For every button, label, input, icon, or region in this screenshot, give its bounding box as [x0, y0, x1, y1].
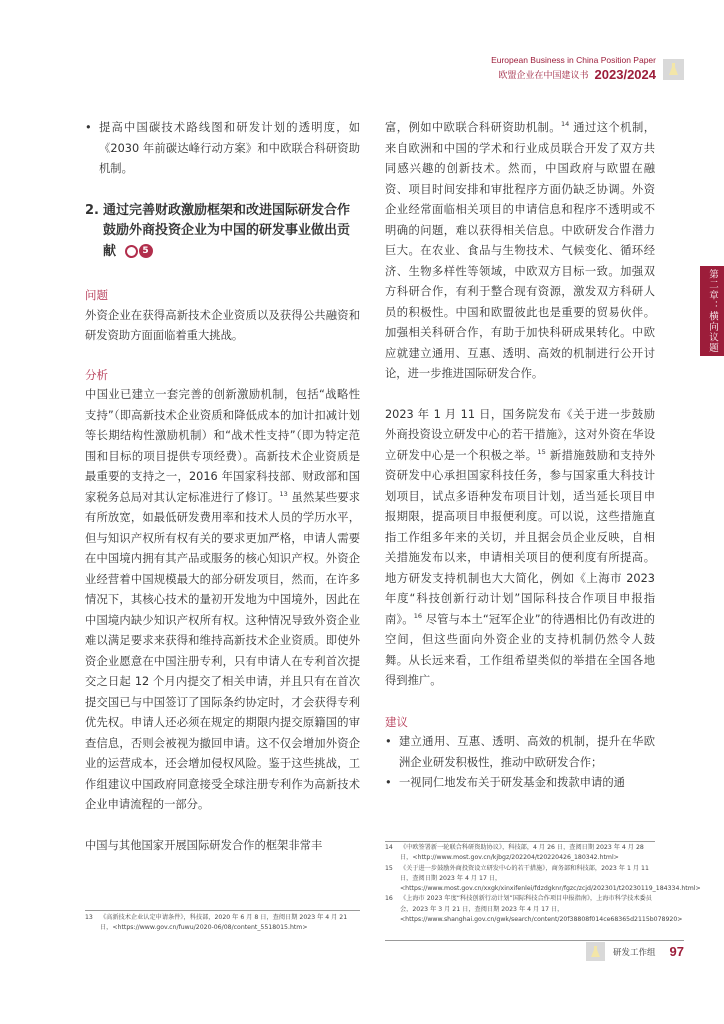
analysis-text-b: 虽然某些要求有所放宽，如最低研发费用率和技术人员的学历水平，但与知识产权所有权有关的要求更加严格，申请人需要在中国境内拥有其产品或服务的核心知识产权。外资企业经营着中国规模最大的部分研发项目，然而，在许多情况下，其核心技术的量初开发地为中国境外，因此在中国境内缺少知识产权所有权。这种情况导致外资企业难以满足要求来获得和维持高新技术企业资质。即使外资企业愿意在中国注册专利，只有申请人在专利首次提交之日起 12 个月内提交了相关申请，并且只有在首次提交国已与中国签订了国际条约协定时，才会获得专利优先权。申请人还必须在规定的期限内提交原籍国的审查信息，否则会被视为撤回申请。这不仅会增加外资企业的运营成本，还会增加侵权风险。鉴于这些挑战，工作组建议中国政府同意接受全球注册专利作为高新技术企业申请流程的一部分。 [85, 490, 360, 811]
header-title-row [491, 67, 656, 82]
recommendation-heading [85, 201, 360, 263]
analysis-paragraph [85, 385, 360, 816]
bullet-item: • 提高中国碳技术路线图和研发计划的透明度，如《2030 年前碳达峰行动方案》和中欧联合科研资助机制。 [85, 118, 360, 180]
right-column [385, 118, 655, 794]
right-paragraph-2 [385, 405, 655, 692]
footnote-ref: 14 [561, 120, 570, 129]
heading-text: 通过完善财政激励框架和改进国际研发合作鼓励外商投资企业为中国的研发事业做出贡献 [103, 202, 351, 259]
right-text-c: 2023 年 1 月 11 日，国务院发布《关于进一步鼓励外商投资设立研发中心的若干措施》，这对外资在华设立研发中心是一个积极之举。 [385, 407, 655, 462]
footnote-number: 15 [385, 864, 393, 872]
page-header [491, 55, 656, 82]
flask-icon [663, 59, 684, 80]
flask-icon [586, 942, 605, 961]
footnote-text: 《高新技术企业认定申请条件》，科技部，2020 年 6 月 8 日，查阅日期 2023 年 4 月 21 日，<https://www.gov.cn/fuwu/2020-06/08/content_5518015.htm> [100, 914, 348, 932]
recommendation-item: • 一视同仁地发布关于研发基金和拨款申请的通 [385, 773, 655, 794]
right-text-a: 富，例如中欧联合科研资助机制。 [385, 121, 561, 134]
analysis-title: 分析 [85, 367, 108, 382]
analysis-paragraph-2: 中国与其他国家开展国际研发合作的框架非常丰 [85, 838, 323, 852]
footnote-number: 13 [85, 914, 93, 921]
right-paragraph-1 [385, 118, 655, 385]
right-text-e: 尽管与本土“冠军企业”的待遇相比仍有改进的空间，但这些面向外资企业的支持机制仍然令人鼓舞。从长远来看，工作组希望类似的举措在全国各地得到推广。 [385, 612, 655, 687]
footnote-number: 14 [385, 844, 393, 851]
priority-badge-number: 5 [139, 244, 153, 258]
analysis-text-a: 中国业已建立一套完善的创新激励机制，包括“战略性支持”（即高新技术企业资质和降低成本的加计扣减计划等长期结构性激励机制）和“战术性支持”（即为特定范围和目标的项目提供专项经费）。高新技术企业资质是最重要的支持之一，2016 年国家科技部、财政部和国家税务总局对其认定标准进行了修订。 [85, 388, 360, 504]
header-year: 2023/2024 [594, 67, 656, 82]
footnote-item [385, 843, 655, 864]
right-text-b: 通过这个机制，来自欧洲和中国的学术和行业成员联合开发了双方共同感兴趣的创新技术。然而，中国政府与欧盟在融资、项目时间安排和审批程序方面仍缺乏协调。外资企业经常面临相关项目的申请信息和程序不透明或不明确的问题，难以获得相关信息。中欧研发合作潜力巨大。在农业、食品与生物技术、气候变化、循环经济、生物多样性等领域，中欧双方目标一致。加强双方科研合作，有利于整合现有资源，激发双方科研人员的积极性。中国和欧盟彼此也是重要的贸易伙伴。加强相关科研合作，有助于加快科研成果转化。中欧应就建立通用、互惠、透明、高效的机制进行公开讨论，进一步推进国际研发合作。 [385, 121, 655, 380]
left-column [85, 118, 360, 856]
footnote-ref: 16 [413, 611, 422, 620]
chapter-side-tab-label: 第二章：横向议题 [707, 269, 718, 353]
footnote-divider [385, 841, 655, 842]
footnotes-right [385, 843, 701, 925]
right-text-d: 新措施鼓励和支持外资研发中心承担国家科技任务，参与国家重大科技计划项目，试点多语种发布项目计划，适当延长项目申报期限，提高项目申报便利度。可以说，这些措施直指工作组多年来的关切，并且据会员企业反映，自相关措施发布以来，申请相关项目的便利度有所提高。地方研发支持机制也大大简化，例如《上海市 2023 年度“科技创新行动计划”国际科技合作项目申报指南》。 [385, 448, 655, 626]
priority-badge [125, 244, 153, 258]
recommendations-title: 建议 [385, 714, 408, 729]
target-icon [125, 245, 138, 258]
recommendation-item: • 建立通用、互惠、透明、高效的机制，提升在华欧洲企业研发积极性，推动中欧研发合作； [385, 732, 655, 773]
footnote-item [385, 864, 701, 895]
header-title-en: European Business in China Position Paper [491, 55, 656, 65]
problem-title: 问题 [85, 288, 108, 302]
footnote-text: 《中欧签署新一轮联合科研资助协议》，科技部，4 月 26 日，查阅日期 2023 年 4 月 28 日，<http://www.most.gov.cn/kjbgz/202204/t20220426_180342.html> [400, 844, 644, 862]
footnote-number: 16 [385, 895, 393, 903]
footnote-item [85, 913, 360, 934]
footer-divider [385, 940, 684, 941]
header-title-cn: 欧盟企业在中国建议书 [498, 71, 589, 81]
page-number: 97 [669, 944, 684, 959]
footnote-item [385, 894, 683, 925]
chapter-side-tab [700, 266, 724, 356]
footnote-ref: 15 [537, 447, 546, 456]
footnote-text: 《上海市 2023 年度“科技创新行动计划”国际科技合作项目申报指南》，上海市科学技术委员会，2023 年 3 月 21 日，查阅日期 2023 年 4 月 17 日，<https://www.shanghai.gov.cn/gwk/search/content/20f38808f014ce68365d2115b078920> [400, 895, 683, 924]
page-footer [586, 942, 684, 961]
problem-text: 外资企业在获得高新技术企业资质以及获得公共融资和研发资助方面面临着重大挑战。 [85, 308, 360, 342]
footnote-divider [85, 910, 360, 911]
heading-number: 2. [85, 202, 99, 218]
footnote-text: 《关于进一步鼓励外商投资设立研发中心的若干措施》，商务部和科技部，2023 年 1 月 11 日，查阅日期 2023 年 4 月 17 日，<https://www.most.gov.cn/xxgk/xinxifenlei/fdzdgknr/fgzc/zcjd/202301/t20230119_184334.html> [400, 864, 701, 893]
footnotes-left [85, 913, 360, 934]
footnote-ref: 13 [279, 489, 288, 498]
footer-label: 研发工作组 [613, 947, 656, 958]
